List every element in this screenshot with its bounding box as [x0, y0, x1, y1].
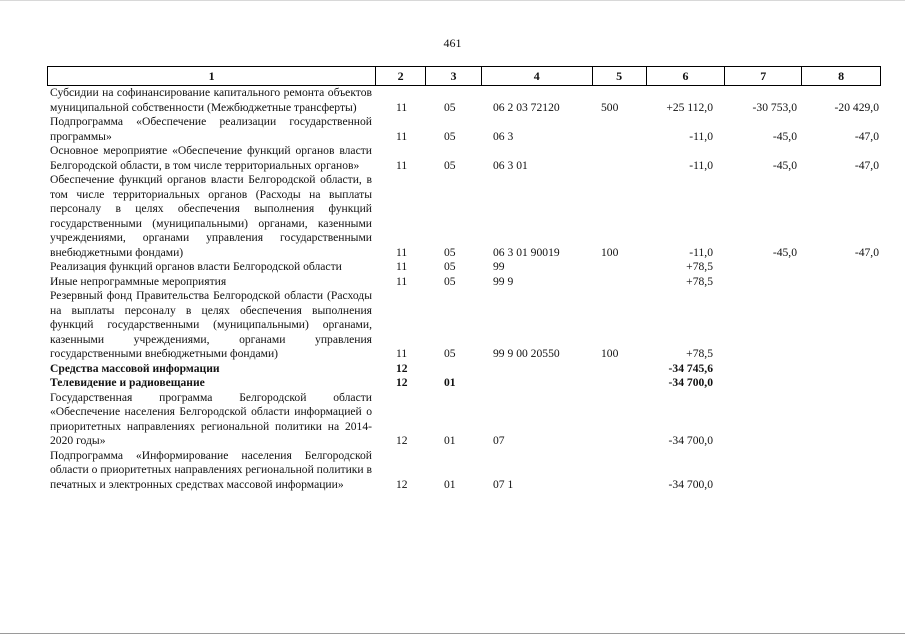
row-section: 11	[396, 274, 408, 288]
header-col-2: 2	[376, 67, 426, 85]
table-row	[47, 144, 881, 173]
header-col-3: 3	[426, 67, 482, 85]
row-target-article: 07	[493, 434, 505, 447]
table-row	[47, 260, 881, 275]
row-amount-col-7: -45,0	[772, 129, 797, 143]
table-row	[47, 362, 881, 377]
row-expense-type: 100	[601, 245, 619, 259]
row-section: 12	[396, 361, 408, 375]
row-amount-col-6: -11,0	[689, 129, 713, 143]
table-row	[47, 289, 881, 362]
row-name: Реализация функций органов власти Белгородской области	[50, 260, 342, 273]
row-amount-col-6: -34 745,6	[668, 361, 713, 375]
table-row	[47, 173, 881, 260]
row-amount-col-7: -45,0	[772, 158, 797, 172]
row-name: Иные непрограммные мероприятия	[50, 274, 227, 288]
header-col-5: 5	[593, 67, 647, 85]
row-amount-col-6: -34 700,0	[668, 434, 713, 447]
row-section: 11	[396, 347, 408, 360]
table-row	[47, 376, 881, 391]
page-number: 461	[443, 36, 462, 50]
row-amount-col-7: -30 753,0	[752, 100, 797, 114]
row-section: 12	[396, 477, 408, 491]
row-section: 11	[396, 100, 408, 114]
table-row	[47, 449, 881, 493]
row-section: 12	[396, 434, 408, 447]
row-subsection: 05	[444, 100, 456, 114]
row-subsection: 01	[444, 376, 456, 389]
header-col-6: 6	[647, 67, 726, 85]
row-subsection: 05	[444, 260, 456, 273]
row-target-article: 99 9	[493, 274, 514, 288]
table-row	[47, 275, 881, 290]
row-subsection: 05	[444, 274, 456, 288]
bottom-scan-edge	[0, 633, 905, 634]
row-name: Обеспечение функций органов власти Белгородской области, в том числе территориальных органов (Расходы на выплаты персоналу в целях обеспечения выполнения функций государственными (муниципальными) органами, казенными учреждениями, органами управления государственными внебюджетными фондами)	[50, 173, 372, 259]
row-name: Государственная программа Белгородской области «Обеспечение населения Белгородской области информацией о приоритетных направлениях региональной политики на 2014-2020 годы»	[50, 390, 372, 447]
top-scan-edge	[0, 0, 905, 1]
row-amount-col-6: -34 700,0	[668, 376, 713, 389]
table-row	[47, 391, 881, 449]
row-subsection: 01	[444, 477, 456, 491]
table-row	[47, 115, 881, 144]
row-target-article: 07 1	[493, 477, 514, 491]
table-row	[47, 86, 881, 115]
row-subsection: 05	[444, 245, 456, 259]
row-section: 11	[396, 158, 408, 172]
row-amount-col-8: -47,0	[854, 245, 879, 259]
table-body	[47, 86, 881, 492]
row-target-article: 06 3 01	[493, 158, 528, 172]
header-col-7: 7	[725, 67, 802, 85]
row-subsection: 05	[444, 129, 456, 143]
row-amount-col-6: -11,0	[689, 158, 713, 172]
row-subsection: 05	[444, 347, 456, 360]
row-section: 11	[396, 129, 408, 143]
row-name: Подпрограмма «Обеспечение реализации государственной программы»	[50, 115, 372, 143]
row-section: 11	[396, 260, 408, 273]
row-target-article: 06 3	[493, 129, 514, 143]
row-name: Субсидии на софинансирование капитального ремонта объектов муниципальной собственности (Межбюджетные трансферты)	[50, 86, 372, 114]
budget-table	[47, 66, 881, 492]
row-amount-col-6: +25 112,0	[666, 100, 713, 114]
row-section: 12	[396, 376, 408, 389]
header-col-4: 4	[482, 67, 593, 85]
row-amount-col-8: -20 429,0	[834, 100, 879, 114]
row-subsection: 05	[444, 158, 456, 172]
row-subsection: 01	[444, 434, 456, 447]
row-target-article: 99 9 00 20550	[493, 347, 560, 360]
row-amount-col-6: +78,5	[686, 260, 713, 273]
header-col-1: 1	[48, 67, 376, 85]
row-amount-col-6: +78,5	[686, 274, 713, 288]
row-section: 11	[396, 245, 408, 259]
header-col-8: 8	[838, 68, 845, 83]
row-name: Резервный фонд Правительства Белгородской области (Расходы на выплаты персоналу в целях обеспечения выполнения функций государственными (муниципальными) органами, казенными учреждениями, органами управления государственными внебюджетными фондами)	[50, 289, 372, 360]
row-amount-col-7: -45,0	[772, 245, 797, 259]
row-target-article: 06 3 01 90019	[493, 245, 560, 259]
table-header	[47, 66, 881, 86]
row-amount-col-6: -11,0	[689, 245, 713, 259]
row-amount-col-8: -47,0	[854, 158, 879, 172]
row-name: Средства массовой информации	[50, 361, 220, 375]
row-expense-type: 100	[601, 347, 619, 360]
row-target-article: 06 2 03 72120	[493, 100, 560, 114]
row-amount-col-6: +78,5	[686, 347, 713, 360]
row-amount-col-8: -47,0	[854, 129, 879, 143]
row-expense-type: 500	[601, 100, 619, 114]
row-name: Основное мероприятие «Обеспечение функций органов власти Белгородской области, в том числе территориальных органов»	[50, 144, 372, 172]
row-name: Подпрограмма «Информирование населения Белгородской области о приоритетных направлениях региональной политики в печатных и электронных средствах массовой информации»	[50, 448, 373, 491]
row-target-article: 99	[493, 260, 505, 273]
row-name: Телевидение и радиовещание	[50, 376, 205, 389]
row-amount-col-6: -34 700,0	[668, 477, 713, 491]
